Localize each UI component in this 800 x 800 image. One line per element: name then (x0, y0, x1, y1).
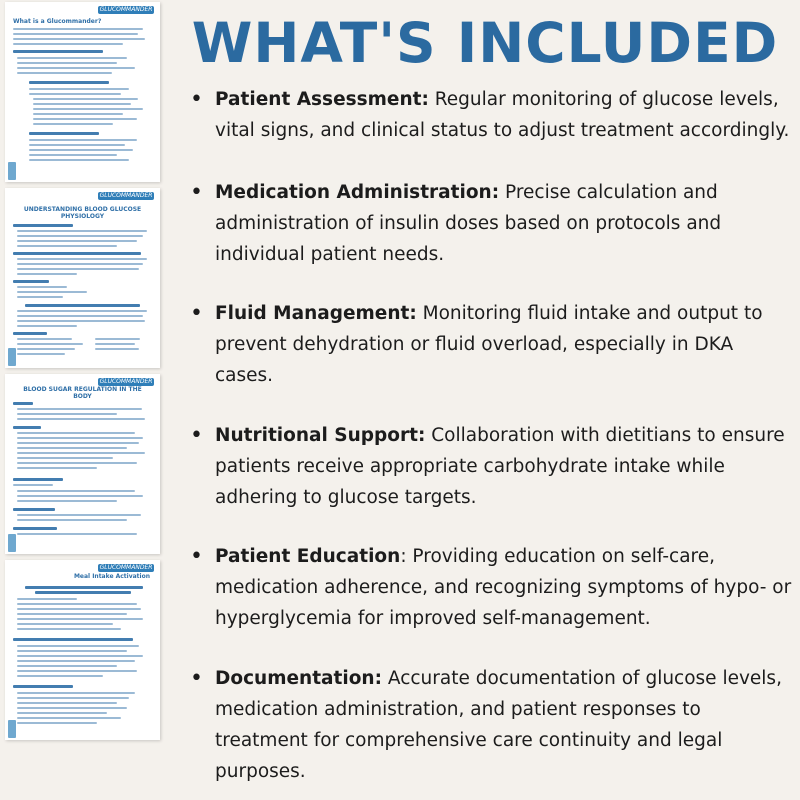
document-thumbnail (5, 374, 160, 554)
list-item-term: Patient Education (215, 546, 401, 567)
list-item-patient-assessment (190, 84, 795, 146)
document-thumbnail (5, 2, 160, 182)
document-thumbnail (5, 188, 160, 368)
list-item-desc: Regular monitoring of glucose levels, vital signs, and clinical status to adjust treatment accordingly. (215, 89, 790, 141)
list-item-term: Medication Administration: (215, 182, 500, 203)
bullet-icon: • (190, 544, 203, 569)
list-item-desc: Collaboration with dietitians to ensure patients receive appropriate carbohydrate intake while adhering to glucose targets. (215, 425, 785, 508)
list-item-desc: Precise calculation and administration of insulin doses based on protocols and individual patient needs. (215, 182, 722, 265)
bullet-icon: • (190, 423, 203, 448)
list-item-text (215, 177, 795, 270)
list-item-text (215, 298, 795, 391)
list-item-medication-administration (190, 177, 795, 270)
bullet-icon: • (190, 87, 203, 112)
vial-icon (5, 718, 19, 740)
list-item-term: Patient Assessment: (215, 89, 429, 110)
list-item-patient-education (190, 541, 795, 634)
vial-icon (5, 532, 19, 554)
list-item-term: Documentation: (215, 668, 382, 689)
brand-logo: GLUCOMMANDER (99, 6, 153, 13)
brand-logo: GLUCOMMANDER (99, 192, 153, 199)
list-item-desc: Accurate documentation of glucose levels, medication administration, and patient responses to treatment for comprehensive care continuity and legal purposes. (215, 668, 782, 782)
thumbnail-heading: What is a Glucommander? (13, 18, 102, 25)
list-item-text (215, 84, 795, 146)
thumbnail-heading: Meal Intake Activation (73, 573, 150, 580)
list-item-term: Fluid Management: (215, 303, 417, 324)
list-item-nutritional-support (190, 420, 795, 513)
document-thumbnail (5, 560, 160, 740)
bullet-icon: • (190, 666, 203, 691)
vial-icon (5, 346, 19, 368)
list-item-documentation (190, 663, 795, 787)
brand-logo: GLUCOMMANDER (99, 378, 153, 385)
vial-icon (5, 160, 19, 182)
bullet-icon: • (190, 301, 203, 326)
list-item-text (215, 663, 795, 787)
thumbnail-heading: UNDERSTANDING BLOOD GLUCOSE PHYSIOLOGY (23, 206, 142, 220)
brand-logo: GLUCOMMANDER (99, 564, 153, 571)
thumbnail-heading: BLOOD SUGAR REGULATION IN THE BODY (23, 386, 142, 400)
list-item-text (215, 541, 795, 634)
list-item-text (215, 420, 795, 513)
list-item-desc: Monitoring fluid intake and output to prevent dehydration or fluid overload, especially in DKA cases. (215, 303, 763, 386)
page-title: WHAT'S INCLUDED (191, 11, 779, 75)
list-item-term: Nutritional Support: (215, 425, 426, 446)
list-item-desc: : Providing education on self-care, medication adherence, and recognizing symptoms of hypo- or hyperglycemia for improved self-management. (215, 546, 792, 629)
bullet-icon: • (190, 180, 203, 205)
list-item-fluid-management (190, 298, 795, 391)
thumbnail-column (0, 0, 170, 800)
